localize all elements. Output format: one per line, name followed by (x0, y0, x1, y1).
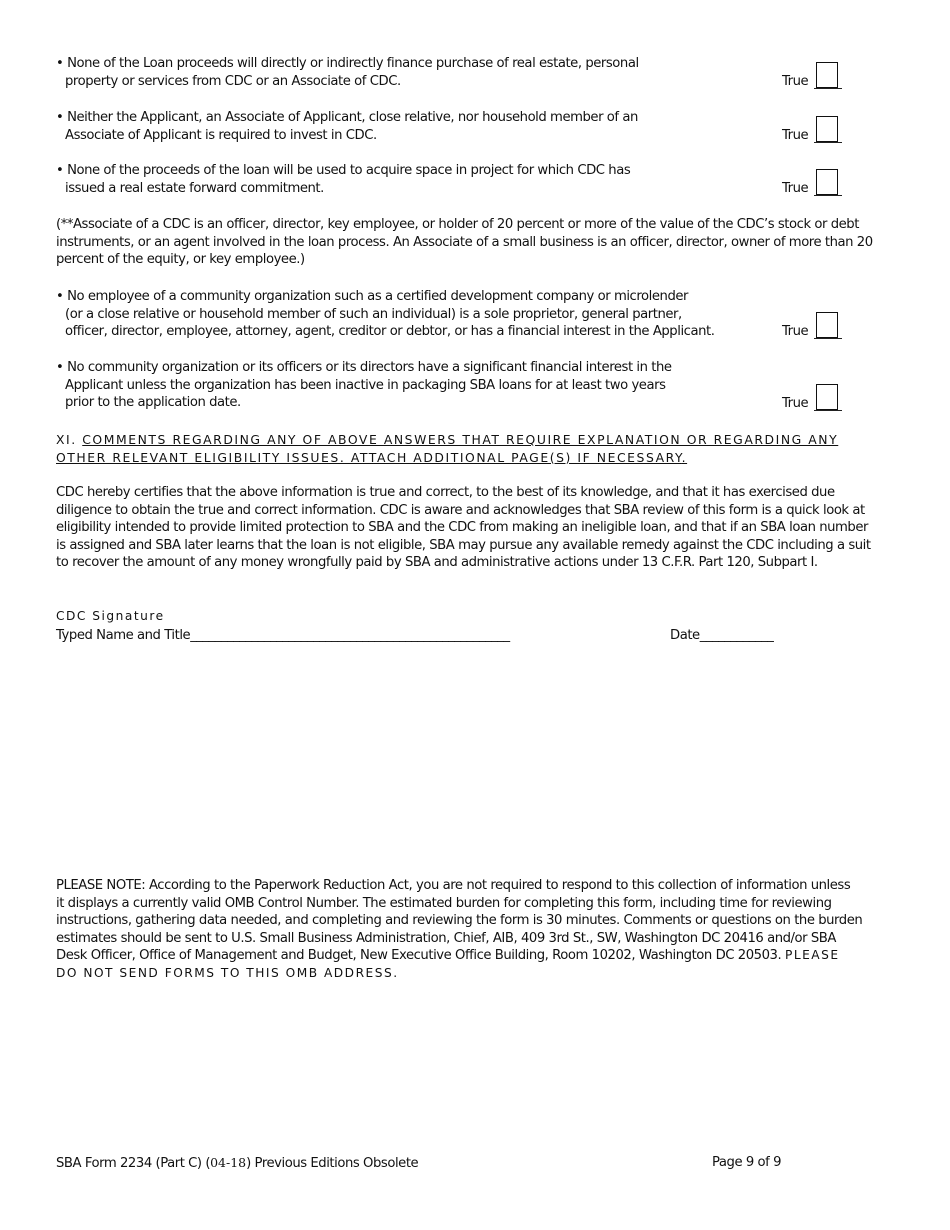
cdc-signature-label: CDC Signature (56, 609, 165, 623)
true-checkbox[interactable] (816, 62, 838, 88)
true-label: True (782, 181, 809, 196)
true-label: True (782, 396, 809, 411)
paragraph-line: to recover the amount of any money wrongfully paid by SBA and administrative actions under 13 C.F.R. Part 120, Subpart I. (56, 555, 818, 570)
true-checkbox[interactable] (816, 312, 838, 338)
note-line: estimates should be sent to U.S. Small Business Administration, Chief, AIB, 409 3rd St., SW, Washington DC 20416 and/or SBA (56, 930, 836, 946)
note-line: Desk Officer, Office of Management and Budget, New Executive Office Building, Room 10202, Washington DC 20503. (56, 948, 785, 963)
note-caps: DO NOT SEND FORMS TO THIS OMB ADDRESS. (56, 965, 399, 980)
paragraph-line: is assigned and SBA later learns that the loan is not eligible, SBA may pursue any available remedy against the CDC including a suit (56, 537, 871, 553)
note-caps: PLEASE (784, 948, 840, 962)
true-field (782, 60, 844, 90)
true-underline (814, 338, 842, 339)
note-line: instructions, gathering data needed, and completing and reviewing the form is 30 minutes. Comments or questions on the burden (56, 913, 863, 928)
cdc-certification-paragraph (56, 484, 926, 572)
true-field (782, 382, 844, 412)
true-underline (814, 195, 842, 196)
true-label: True (782, 74, 809, 89)
date-field[interactable]: Date____________ (670, 628, 774, 643)
true-checkbox[interactable] (816, 169, 838, 195)
item-text: issued a real estate forward commitment. (65, 180, 324, 196)
item-text: • Neither the Applicant, an Associate of Applicant, close relative, nor household member of an (56, 110, 638, 125)
item-text: Associate of Applicant is required to invest in CDC. (65, 127, 377, 143)
item-text: officer, director, employee, attorney, agent, creditor or debtor, or has a financial interest in the Applicant. (65, 324, 715, 339)
note-line: instruments, or an agent involved in the loan process. An Associate of a small business is an officer, director, owner of more than 20 (56, 234, 873, 250)
true-underline (814, 88, 842, 89)
section-xi-heading (56, 431, 896, 466)
typed-name-title-field[interactable]: Typed Name and Title____________________________________________________ (56, 628, 510, 643)
associate-definition-note (56, 216, 906, 269)
paragraph-line: eligibility intended to provide limited protection to SBA and the CDC from making an ineligible loan, and that if an SBA loan number (56, 520, 868, 535)
section-number: XI. (56, 432, 83, 447)
form-identifier (56, 1155, 418, 1171)
item-text: • None of the proceeds of the loan will be used to acquire space in project for which CDC has (56, 163, 631, 178)
item-text: (or a close relative or household member of such an individual) is a sole proprietor, general partner, (65, 306, 682, 322)
item-text: • None of the Loan proceeds will directly or indirectly finance purchase of real estate, personal (56, 56, 639, 71)
item-text: • No employee of a community organization such as a certified development company or microlender (56, 289, 688, 304)
true-underline (814, 410, 842, 411)
section-title: COMMENTS REGARDING ANY OF ABOVE ANSWERS THAT REQUIRE EXPLANATION OR REGARDING ANY (82, 432, 839, 447)
item-text: Applicant unless the organization has been inactive in packaging SBA loans for at least two years (65, 377, 666, 393)
item-text: property or services from CDC or an Associate of CDC. (65, 73, 401, 89)
page-number: Page 9 of 9 (712, 1155, 782, 1170)
true-label: True (782, 324, 809, 339)
item-text: • No community organization or its officers or its directors have a significant financial interest in the (56, 360, 672, 375)
true-checkbox[interactable] (816, 384, 838, 410)
note-line: percent of the equity, or key employee.) (56, 252, 305, 267)
true-label: True (782, 128, 809, 143)
note-line: PLEASE NOTE: According to the Paperwork Reduction Act, you are not required to respond to this collection of information unless (56, 878, 851, 893)
note-line: (**Associate of a CDC is an officer, director, key employee, or holder of 20 percent or more of the value of the CDC’s stock or debt (56, 217, 859, 232)
paragraph-line: diligence to obtain the true and correct information. CDC is aware and acknowledges that SBA review of this form is a quick look at (56, 502, 865, 518)
note-line: it displays a currently valid OMB Control Number. The estimated burden for completing this form, including time for reviewing (56, 895, 832, 911)
paperwork-reduction-note (56, 877, 916, 982)
item-text: prior to the application date. (65, 395, 241, 410)
true-field (782, 167, 844, 197)
form-id-suffix: ) Previous Editions Obsolete (246, 1156, 419, 1171)
true-checkbox[interactable] (816, 116, 838, 142)
true-field (782, 114, 844, 144)
section-title: OTHER RELEVANT ELIGIBILITY ISSUES. ATTACH ADDITIONAL PAGE(S) IF NECESSARY (56, 449, 682, 465)
true-field (782, 310, 844, 340)
true-underline (814, 142, 842, 143)
paragraph-line: CDC hereby certifies that the above information is true and correct, to the best of its knowledge, and that it has exercised due (56, 485, 835, 500)
form-id-prefix: SBA Form 2234 (Part C) ( (56, 1156, 211, 1171)
section-title-end: . (681, 449, 688, 465)
form-revision-code: 04-18 (210, 1155, 247, 1170)
